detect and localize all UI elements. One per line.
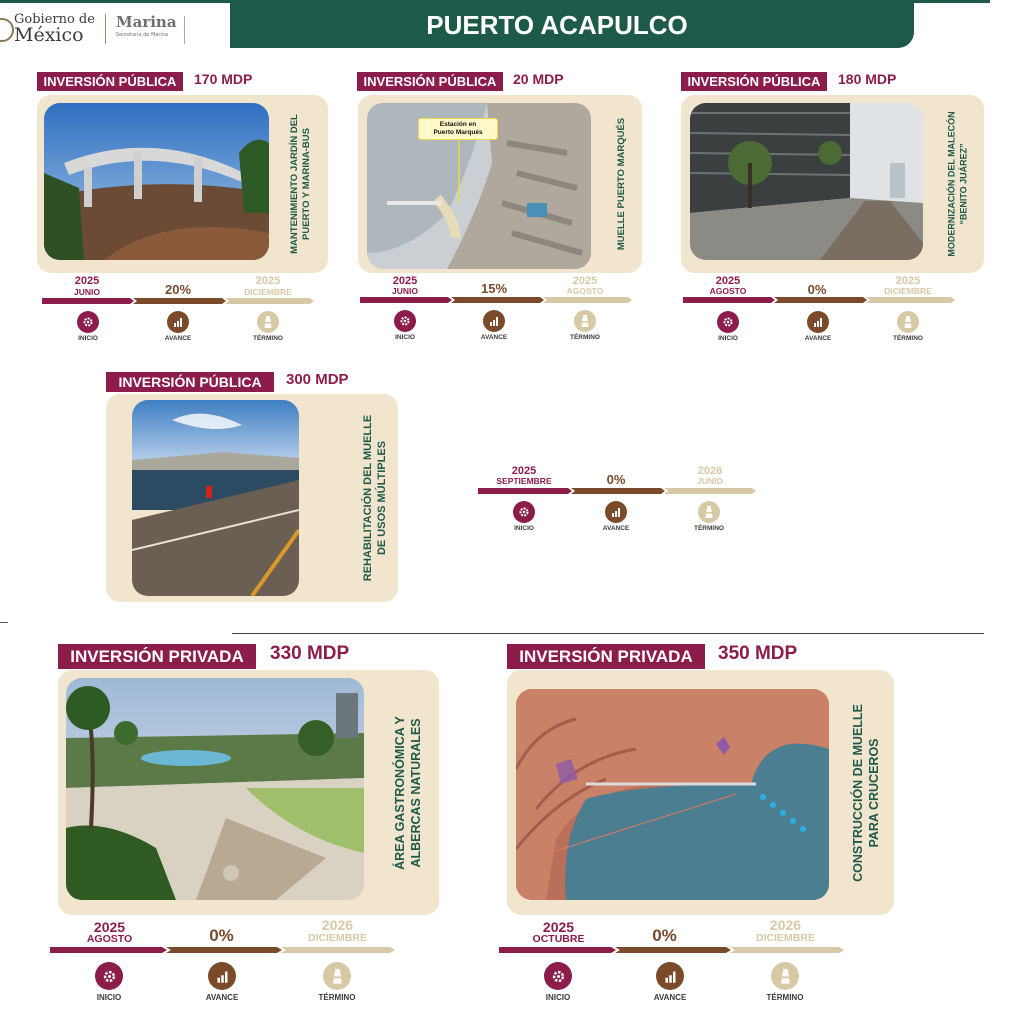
start-year: 2025	[542, 919, 575, 935]
investment-amount: 180 MDP	[838, 71, 897, 87]
timeline-bar	[478, 486, 756, 496]
inicio-label: INICIO	[78, 335, 98, 342]
end-month: DICIEMBRE	[756, 932, 815, 944]
end-year: 2025	[895, 275, 921, 287]
lighthouse-icon	[574, 310, 596, 332]
start-month: JUNIO	[392, 286, 418, 296]
start-month: SEPTIEMBRE	[496, 476, 552, 486]
investment-type-tag: INVERSIÓN PÚBLICA	[37, 72, 183, 91]
avance-label: AVANCE	[804, 335, 832, 342]
end-month: DICIEMBRE	[244, 287, 292, 297]
termino-label: TÉRMINO	[570, 334, 600, 341]
lighthouse-icon	[323, 962, 351, 990]
bar-chart-icon	[656, 962, 684, 990]
gov-line1: Gobierno de	[14, 12, 95, 27]
avance-label: AVANCE	[205, 993, 239, 1002]
end-year: 2026	[769, 917, 802, 933]
gears-icon	[95, 962, 123, 990]
start-year: 2025	[715, 275, 741, 287]
project-name: MODERNIZACIÓN DEL MALECÓN “BENITO JUÁREZ”	[947, 111, 969, 257]
avance-label: AVANCE	[480, 334, 508, 341]
termino-label: TÉRMINO	[694, 525, 724, 532]
termino-label: TÉRMINO	[893, 335, 923, 342]
jardin-puerto-photo	[44, 103, 269, 260]
start-month: AGOSTO	[709, 286, 747, 296]
investment-type-tag: INVERSIÓN PRIVADA	[58, 644, 256, 669]
gears-icon	[513, 501, 535, 523]
timeline-bar	[42, 296, 314, 306]
end-month: DICIEMBRE	[308, 932, 367, 944]
area-gastronomica-render	[66, 678, 364, 900]
gov-line2: México	[14, 24, 84, 46]
progress-value: 0%	[209, 926, 234, 945]
lighthouse-icon	[897, 311, 919, 333]
investment-type-tag: INVERSIÓN PÚBLICA	[106, 372, 274, 392]
project-name-label	[602, 100, 642, 268]
inicio-label: INICIO	[395, 334, 415, 341]
start-month: JUNIO	[74, 287, 100, 297]
project-name-label	[380, 678, 436, 908]
photo-callout	[418, 118, 498, 140]
progress-value: 20%	[164, 282, 192, 297]
progress-value: 0%	[652, 926, 677, 945]
start-year: 2025	[511, 465, 537, 477]
avance-label: AVANCE	[164, 335, 192, 342]
lighthouse-icon	[698, 501, 720, 523]
investment-type-tag: INVERSIÓN PÚBLICA	[357, 72, 503, 91]
inicio-label: INICIO	[96, 993, 122, 1002]
project-name: CONSTRUCCIÓN DE MUELLE PARA CRUCEROS	[851, 704, 881, 882]
bar-chart-icon	[483, 310, 505, 332]
start-year: 2025	[74, 275, 100, 287]
section-divider	[232, 633, 984, 634]
bar-chart-icon	[807, 311, 829, 333]
end-month: AGOSTO	[566, 286, 604, 296]
investment-type-tag: INVERSIÓN PRIVADA	[507, 644, 705, 669]
gears-icon	[77, 311, 99, 333]
avance-label: AVANCE	[653, 993, 687, 1002]
gobierno-mexico-logo	[0, 12, 100, 48]
marina-subtitle: Secretaría de Marina	[116, 32, 169, 38]
lighthouse-icon	[771, 962, 799, 990]
timeline-bar	[360, 295, 632, 305]
bar-chart-icon	[605, 501, 627, 523]
gears-icon	[544, 962, 572, 990]
logo-separator-2	[184, 16, 185, 44]
marina-name: Marina	[116, 13, 177, 31]
mexico-seal-icon	[0, 18, 14, 42]
termino-label: TÉRMINO	[318, 993, 356, 1002]
start-month: OCTUBRE	[532, 933, 585, 945]
bar-chart-icon	[167, 311, 189, 333]
project-name-label	[277, 100, 325, 268]
end-month: JUNIO	[697, 476, 723, 486]
project-name-label	[936, 100, 980, 268]
inicio-label: INICIO	[545, 993, 571, 1002]
investment-amount: 330 MDP	[270, 643, 350, 664]
end-year: 2026	[321, 917, 354, 933]
avance-label: AVANCE	[602, 525, 630, 532]
timeline-bar	[50, 944, 395, 956]
progress-value: 0%	[606, 472, 626, 487]
page-title: PUERTO ACAPULCO	[426, 10, 688, 40]
start-month: AGOSTO	[86, 933, 133, 945]
progress-value: 0%	[807, 282, 827, 297]
termino-label: TÉRMINO	[253, 335, 283, 342]
investment-amount: 350 MDP	[718, 643, 798, 664]
end-year: 2025	[572, 275, 598, 287]
project-name: ÁREA GASTRONÓMICA Y ALBERCAS NATURALES	[393, 716, 423, 870]
start-year: 2025	[93, 919, 126, 935]
project-name: MUELLE PUERTO MARQUÉS	[616, 117, 627, 251]
gears-icon	[394, 310, 416, 332]
title-banner	[230, 3, 914, 48]
inicio-label: INICIO	[514, 525, 534, 532]
muelle-cruceros-map	[516, 689, 829, 900]
timeline-bar	[499, 944, 844, 956]
end-year: 2026	[697, 465, 723, 477]
lighthouse-icon	[257, 311, 279, 333]
project-name-label	[838, 678, 894, 908]
start-year: 2025	[392, 275, 418, 287]
progress-value: 15%	[480, 281, 508, 296]
logo-separator	[105, 14, 106, 44]
termino-label: TÉRMINO	[766, 993, 804, 1002]
investment-amount: 300 MDP	[286, 371, 349, 388]
muelle-usos-multiples-photo	[132, 400, 299, 596]
malecon-render-photo	[690, 103, 923, 260]
investment-amount: 170 MDP	[194, 71, 253, 87]
marina-logo	[116, 13, 177, 38]
project-name-label	[352, 400, 398, 596]
photo-callout-text: Estación en Puerto Marqués	[433, 121, 483, 136]
inicio-label: INICIO	[718, 335, 738, 342]
gears-icon	[717, 311, 739, 333]
bar-chart-icon	[208, 962, 236, 990]
end-year: 2025	[255, 275, 281, 287]
end-month: DICIEMBRE	[884, 286, 932, 296]
project-name: MANTENIMIENTO JARDÍN DEL PUERTO Y MARINA-BUS	[289, 114, 313, 254]
margin-tick	[0, 622, 8, 623]
investment-amount: 20 MDP	[513, 71, 564, 87]
project-name: REHABILITACIÓN DEL MUELLE DE USOS MÚLTIPLES	[362, 414, 388, 582]
investment-type-tag: INVERSIÓN PÚBLICA	[681, 72, 827, 91]
